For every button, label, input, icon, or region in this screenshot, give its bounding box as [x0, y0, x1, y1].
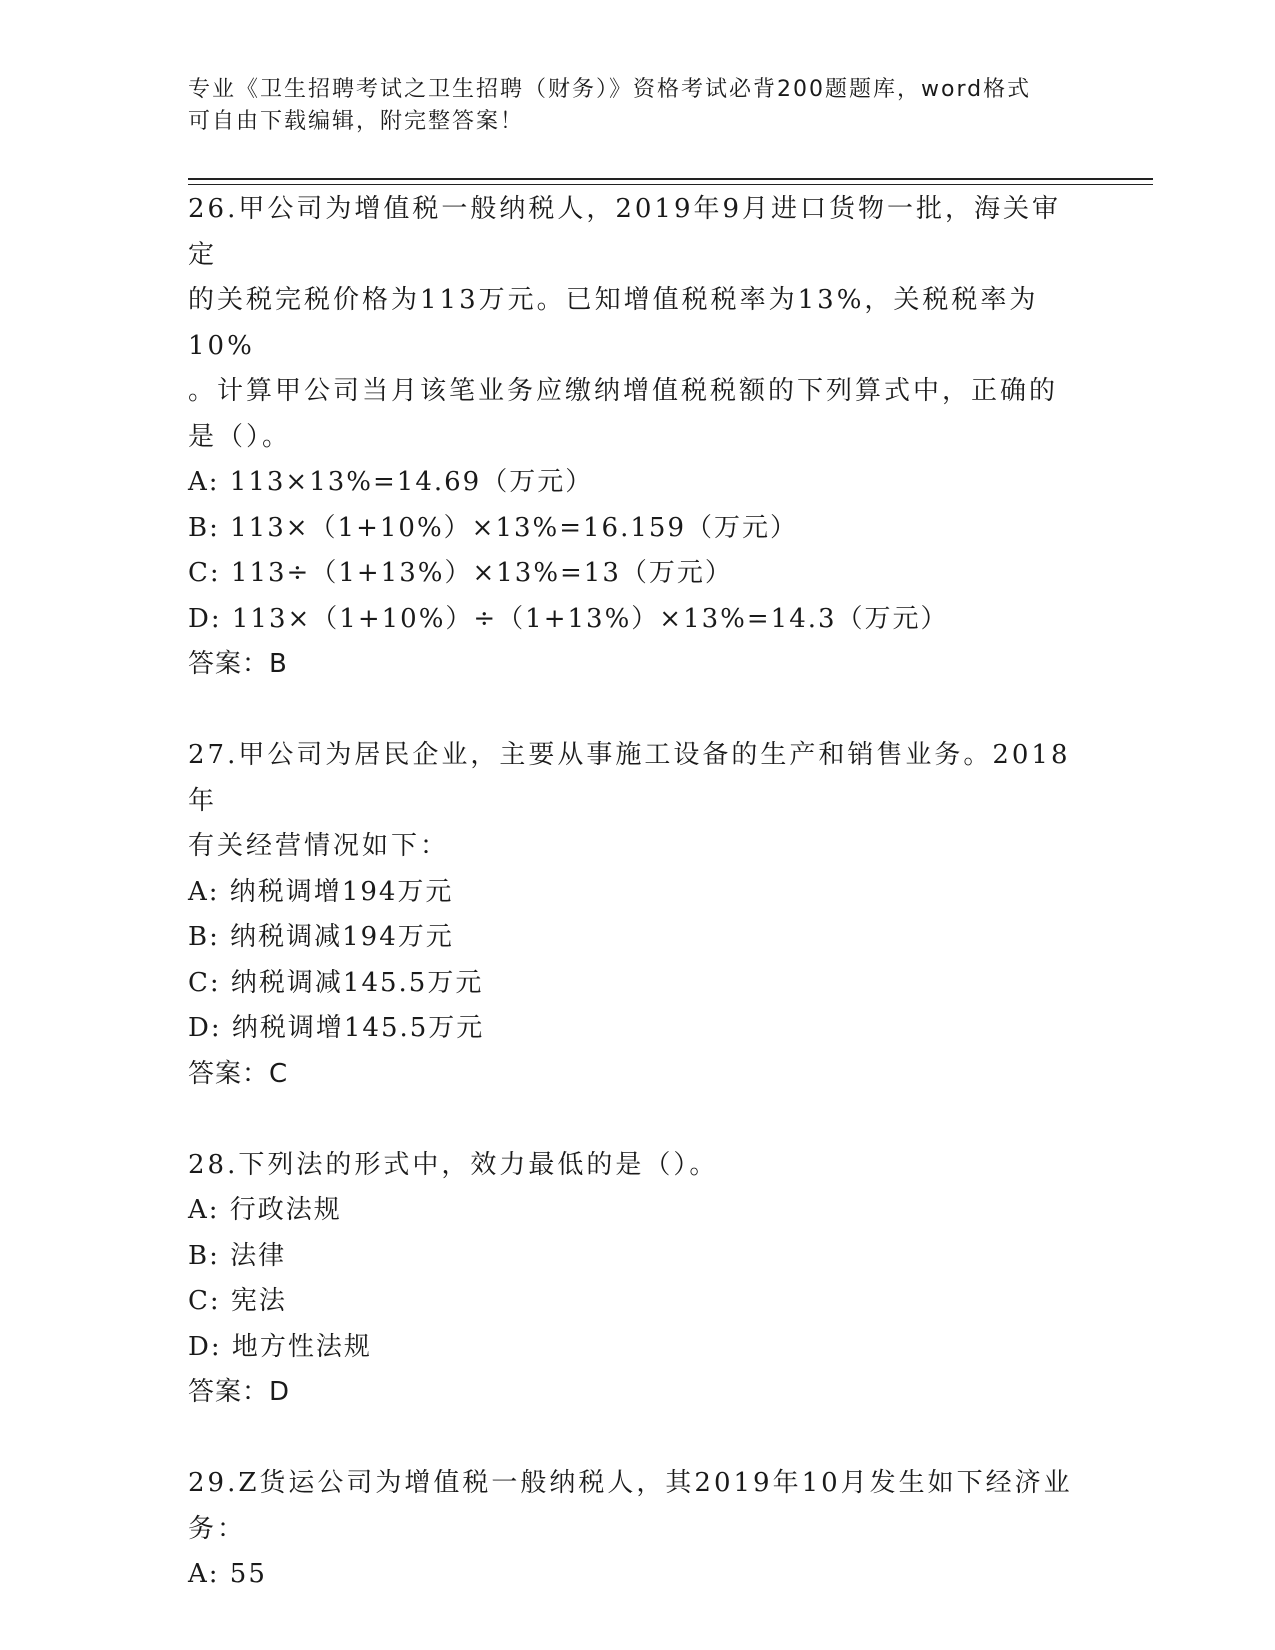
- question-stem-line: 务：: [188, 1513, 247, 1544]
- question-stem-line: 27.甲公司为居民企业，主要从事施工设备的生产和销售业务。2018年: [188, 740, 1071, 816]
- answer-option: B: 法律: [188, 1240, 287, 1271]
- question-block: [188, 1143, 1088, 1416]
- answer-option: A: 113×13%=14.69（万元）: [188, 467, 594, 497]
- document-header: [188, 74, 1088, 138]
- question-list: [188, 187, 1088, 1598]
- header-line-2: 可自由下载编辑，附完整答案！: [188, 109, 525, 134]
- question-spacer: [188, 1416, 1088, 1462]
- question-stem-line: 有关经营情况如下：: [188, 831, 450, 861]
- answer-option: D: 113×（1+10%）÷（1+13%）×13%=14.3（万元）: [188, 603, 949, 634]
- header-line-1: 专业《卫生招聘考试之卫生招聘（财务）》资格考试必背200题题库，word格式: [188, 77, 1032, 102]
- question-block: [188, 187, 1088, 688]
- question-stem-line: 29.Z货运公司为增值税一般纳税人，其2019年10月发生如下经济业: [188, 1468, 1073, 1498]
- answer-option: C: 宪法: [188, 1286, 287, 1316]
- question-stem-line: 的关税完税价格为113万元。已知增值税税率为13%，关税税率为10%: [188, 285, 1039, 361]
- answer-option: C: 113÷（1+13%）×13%=13（万元）: [188, 558, 733, 588]
- header-divider-thin: [188, 184, 1153, 185]
- header-divider-thick: [188, 178, 1153, 180]
- answer-key: 答案：D: [188, 1377, 291, 1407]
- question-stem-line: 28.下列法的形式中，效力最低的是（）。: [188, 1149, 719, 1180]
- question-spacer: [188, 1097, 1088, 1143]
- answer-option: A: 55: [188, 1559, 267, 1589]
- answer-option: A: 行政法规: [188, 1195, 342, 1225]
- question-block: [188, 733, 1088, 1097]
- question-spacer: [188, 688, 1088, 734]
- answer-key: 答案：B: [188, 649, 288, 679]
- question-stem-line: 26.甲公司为增值税一般纳税人，2019年9月进口货物一批，海关审定: [188, 194, 1062, 270]
- answer-option: D: 地方性法规: [188, 1331, 372, 1362]
- answer-key: 答案：C: [188, 1058, 289, 1089]
- answer-option: A: 纳税调增194万元: [188, 876, 454, 907]
- question-block: [188, 1461, 1088, 1598]
- answer-option: D: 纳税调增145.5万元: [188, 1013, 485, 1043]
- question-stem-line: 。计算甲公司当月该笔业务应缴纳增值税税额的下列算式中，正确的: [188, 376, 1059, 406]
- answer-option: B: 113×（1+10%）×13%=16.159（万元）: [188, 512, 798, 543]
- answer-option: B: 纳税调减194万元: [188, 922, 454, 952]
- question-stem-line: 是（）。: [188, 421, 292, 452]
- answer-option: C: 纳税调减145.5万元: [188, 967, 484, 998]
